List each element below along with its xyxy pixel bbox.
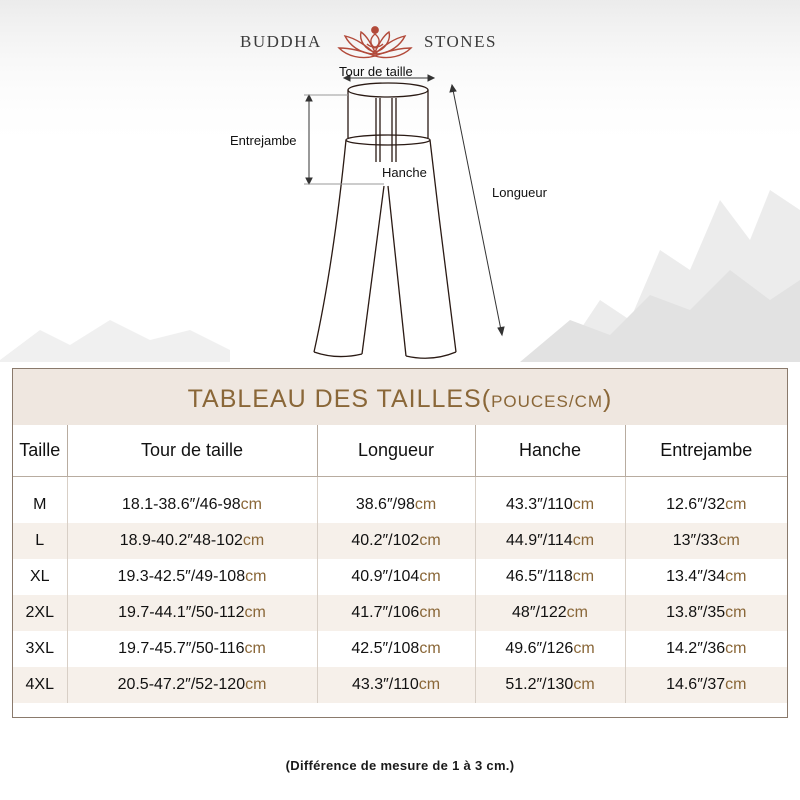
- cell-size: L: [13, 523, 67, 559]
- brand-name-right: STONES: [424, 32, 497, 51]
- table-title-units: POUCES/CM: [491, 392, 604, 411]
- cell-hip: 48″/122cm: [475, 595, 625, 631]
- unit-cm: cm: [245, 568, 267, 585]
- table-header-row: [13, 425, 787, 477]
- header-length: Longueur: [317, 425, 475, 477]
- cell-waist: 18.1-38.6″/46-98cm: [67, 487, 317, 523]
- cell-length: 40.2″/102cm: [317, 523, 475, 559]
- cell-inseam: 14.2″/36cm: [666, 640, 747, 657]
- size-chart: [12, 368, 788, 718]
- table-title: [13, 369, 787, 426]
- cell-hip: 49.6″/126cm: [475, 631, 625, 667]
- label-hip: Hanche: [382, 165, 427, 180]
- table-row: [13, 631, 787, 667]
- cell-size: 2XL: [13, 595, 67, 631]
- unit-cm: cm: [725, 568, 747, 585]
- header-inseam: Entrejambe: [625, 425, 787, 477]
- table-row: [13, 559, 787, 595]
- label-length: Longueur: [492, 185, 547, 200]
- unit-cm: cm: [725, 604, 747, 621]
- cell-inseam: 12.6″/32cm: [666, 496, 747, 513]
- cell-inseam: 13″/33cm: [625, 523, 787, 559]
- unit-cm: cm: [418, 676, 441, 693]
- label-inseam: Entrejambe: [230, 133, 297, 148]
- cell-waist: 19.7-45.7″/50-116cm: [67, 631, 317, 667]
- unit-cm: cm: [572, 496, 595, 513]
- unit-cm: cm: [414, 496, 437, 513]
- unit-cm: cm: [244, 640, 266, 657]
- unit-cm: cm: [419, 640, 441, 657]
- header-size: Taille: [13, 425, 67, 477]
- cell-waist: 19.3-42.5″/49-108cm: [67, 559, 317, 595]
- cell-inseam: 13.8″/35cm: [625, 595, 787, 631]
- cell-length: 43.3″/110cm: [317, 667, 475, 703]
- trousers-outline-icon: [0, 0, 800, 365]
- unit-cm: cm: [419, 604, 441, 621]
- unit-cm: cm: [566, 604, 588, 621]
- unit-cm: cm: [572, 568, 595, 585]
- unit-cm: cm: [725, 640, 747, 657]
- cell-size: 3XL: [13, 631, 67, 667]
- table-title-close: ): [603, 385, 613, 413]
- cell-waist: 19.7-44.1″/50-112cm: [67, 595, 317, 631]
- cell-length: 41.7″/106cm: [317, 595, 475, 631]
- table-row: [13, 487, 787, 523]
- unit-cm: cm: [419, 568, 441, 585]
- cell-length: 38.6″/98cm: [317, 487, 475, 523]
- cell-waist: 20.5-47.2″/52-120cm: [67, 667, 317, 703]
- unit-cm: cm: [245, 676, 267, 693]
- size-table: [13, 425, 787, 703]
- cell-inseam: 13.4″/34cm: [666, 568, 747, 585]
- unit-cm: cm: [242, 532, 265, 549]
- cell-size: 4XL: [13, 667, 67, 703]
- unit-cm: cm: [718, 532, 740, 549]
- cell-size: M: [13, 487, 67, 523]
- unit-cm: cm: [244, 604, 266, 621]
- table-row: [13, 667, 787, 703]
- cell-hip: 44.9″/114cm: [475, 523, 625, 559]
- table-row: [13, 523, 787, 559]
- unit-cm: cm: [573, 676, 595, 693]
- cell-waist: 18.9-40.2″48-102cm: [67, 523, 317, 559]
- label-waist: Tour de taille: [339, 64, 413, 79]
- cell-inseam: 14.6″/37cm: [625, 667, 787, 703]
- cell-length: 42.5″/108cm: [317, 631, 475, 667]
- unit-cm: cm: [725, 496, 747, 513]
- unit-cm: cm: [419, 532, 441, 549]
- unit-cm: cm: [573, 640, 595, 657]
- cell-hip: 46.5″/118cm: [475, 559, 625, 595]
- unit-cm: cm: [572, 532, 595, 549]
- unit-cm: cm: [240, 496, 262, 513]
- brand-name-left: BUDDHA: [240, 32, 322, 51]
- cell-hip: 43.3″/110cm: [475, 487, 625, 523]
- header-waist: Tour de taille: [67, 425, 317, 477]
- measurement-footnote: (Différence de mesure de 1 à 3 cm.): [285, 758, 515, 773]
- table-row: [13, 595, 787, 631]
- cell-hip: 51.2″/130cm: [475, 667, 625, 703]
- cell-length: 40.9″/104cm: [317, 559, 475, 595]
- cell-size: XL: [13, 559, 67, 595]
- table-title-main: TABLEAU DES TAILLES(: [187, 385, 492, 413]
- header-hip: Hanche: [475, 425, 625, 477]
- unit-cm: cm: [725, 676, 747, 693]
